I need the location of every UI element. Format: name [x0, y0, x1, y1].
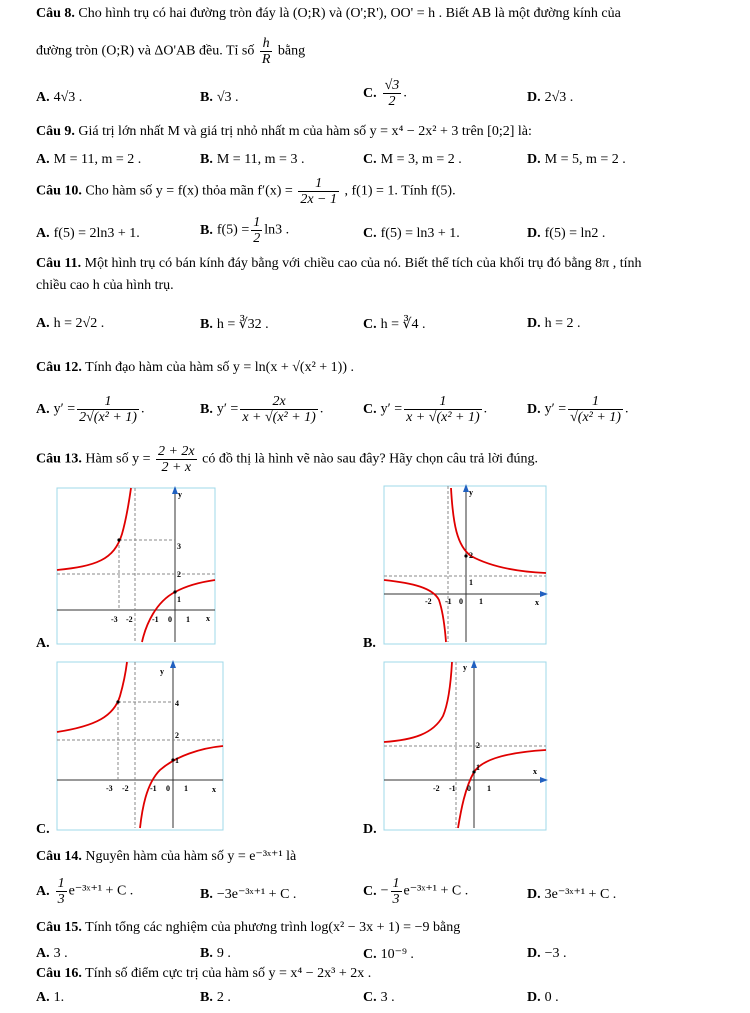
- q14-option-d[interactable]: D. 3e⁻³ˣ⁺¹ + C .: [527, 887, 617, 902]
- graph-c-label: C.: [36, 822, 50, 837]
- question-15-text: Tính tổng các nghiệm của phương trình log(x² − 3x + 1) = −9 bằng: [85, 920, 461, 935]
- graph-a-tick: 3: [177, 542, 181, 551]
- graph-d-svg: [383, 660, 573, 836]
- question-10-text-b: , f(1) = 1. Tính f(5).: [344, 183, 456, 199]
- graph-d-tick: 1: [476, 763, 480, 772]
- q9-option-a[interactable]: A. M = 11, m = 2 .: [36, 152, 142, 167]
- q8-option-b[interactable]: B. √3 .: [200, 90, 239, 105]
- graph-b-tick: 1: [479, 597, 483, 606]
- question-8-fraction: $\frac{h}{R}$: [261, 36, 271, 67]
- graph-d-tick: 1: [487, 784, 491, 793]
- q12-option-b[interactable]: B. y′ = $\frac{2x}{\text{x + √(x² + 1)}}$ .: [200, 394, 324, 425]
- graph-d-tick: -2: [433, 784, 440, 793]
- question-8-text-2a: đường tròn (O;R) và ΔO'AB đều. Tỉ số: [36, 43, 255, 59]
- question-10-fraction: $\frac{1}{2x - 1}$: [300, 176, 338, 207]
- q10-option-d[interactable]: D. f(5) = ln2 .: [527, 226, 606, 241]
- question-13-label: Câu 13.: [36, 451, 82, 467]
- q9-option-c[interactable]: C. M = 3, m = 2 .: [363, 152, 462, 167]
- graph-d-tick: -1: [449, 784, 456, 793]
- question-14-line: [36, 848, 296, 865]
- q15-option-b[interactable]: B. 9 .: [200, 946, 231, 961]
- graph-a-tick: -3: [111, 615, 118, 624]
- q16-option-c[interactable]: C. 3 .: [363, 990, 395, 1005]
- q16-option-a[interactable]: A. 1.: [36, 990, 65, 1005]
- question-10-label: Câu 10.: [36, 183, 82, 199]
- question-12-line: [36, 360, 354, 376]
- q14-option-a[interactable]: A. $\frac{1}{3}$ e⁻³ˣ⁺¹ + C .: [36, 876, 134, 907]
- question-8-text-1: Cho hình trụ có hai đường tròn đáy là (O;R) và (O';R'), OO' = h . Biết AB là một đường kính của: [78, 6, 621, 21]
- graph-c-svg: [56, 660, 256, 836]
- q14-option-c[interactable]: C. − $\frac{1}{3}$ e⁻³ˣ⁺¹ + C .: [363, 876, 469, 907]
- graph-a-tick: -1: [152, 615, 159, 624]
- question-11-line-2: [36, 278, 174, 294]
- graph-a-label: A.: [36, 636, 50, 651]
- q16-option-b[interactable]: B. 2 .: [200, 990, 231, 1005]
- question-8-text-2b: bằng: [277, 43, 306, 59]
- graph-a-tick: 1: [177, 595, 181, 604]
- graph-a-svg: [56, 484, 246, 650]
- q16-option-d[interactable]: D. 0 .: [527, 990, 559, 1005]
- q11-option-b[interactable]: B. h = ∛32 .: [200, 317, 269, 332]
- question-13-line: [36, 444, 538, 475]
- graph-d-tick: 0: [467, 784, 471, 793]
- graph-a-tick: 0: [168, 615, 172, 624]
- question-12-text: Tính đạo hàm của hàm số y = ln(x + √(x² + 1)) .: [85, 360, 354, 375]
- q12-option-a[interactable]: A. y′ = $\frac{1}{\text{2√(x² + 1)}}$ .: [36, 394, 145, 425]
- graph-c-x-label: x: [212, 785, 216, 794]
- q11-option-c[interactable]: C. h = ∛4 .: [363, 317, 426, 332]
- question-11-text-1: Một hình trụ có bán kính đáy bằng với chiều cao của nó. Biết thể tích của khối trụ đó bằng 8π , tính: [84, 256, 642, 271]
- graph-c-tick: -3: [106, 784, 113, 793]
- question-14-text: Nguyên hàm của hàm số y = e⁻³ˣ⁺¹ là: [85, 849, 297, 864]
- graph-c-tick: 0: [166, 784, 170, 793]
- q10-option-c[interactable]: C. f(5) = ln3 + 1.: [363, 226, 460, 241]
- q9-option-b[interactable]: B. M = 11, m = 3 .: [200, 152, 305, 167]
- graph-c-tick: 1: [184, 784, 188, 793]
- q15-option-d[interactable]: D. −3 .: [527, 946, 567, 961]
- graph-c-tick: -2: [122, 784, 129, 793]
- question-11-label: Câu 11.: [36, 256, 82, 271]
- graph-b-tick: 0: [459, 597, 463, 606]
- q11-option-a[interactable]: A. h = 2√2 .: [36, 316, 105, 331]
- question-12-label: Câu 12.: [36, 360, 82, 375]
- question-14-label: Câu 14.: [36, 849, 82, 864]
- question-15-line: [36, 920, 460, 936]
- question-9-line: [36, 124, 532, 140]
- question-8-line-1: [36, 6, 621, 22]
- graph-d-label: D.: [363, 822, 377, 837]
- graph-a-tick: 2: [177, 570, 181, 579]
- question-13-text-b: có đồ thị là hình vẽ nào sau đây? Hãy chọn câu trả lời đúng.: [202, 451, 539, 467]
- question-13-text-a: Hàm số y =: [85, 451, 151, 467]
- question-16-text: Tính số điểm cực trị của hàm số y = x⁴ − 2x³ + 2x .: [85, 966, 372, 981]
- graph-a-tick: -2: [126, 615, 133, 624]
- question-13-fraction: $\frac{2 + 2x}{2 + x}$: [157, 444, 195, 475]
- question-11-line-1: [36, 256, 641, 272]
- graph-d-x-label: x: [533, 767, 537, 776]
- graph-c-y-label: y: [160, 667, 164, 676]
- q10-option-b[interactable]: B. f(5) = $\frac{1}{2}$ ln3 .: [200, 215, 290, 246]
- graph-d-tick: 2: [476, 741, 480, 750]
- question-11-text-2: chiều cao h của hình trụ.: [36, 278, 174, 293]
- graph-a-tick: 1: [186, 615, 190, 624]
- graph-d-y-label: y: [463, 663, 467, 672]
- question-8-label: Câu 8.: [36, 6, 75, 21]
- q12-option-c[interactable]: C. y′ = $\frac{1}{\text{x + √(x² + 1)}}$ .: [363, 394, 488, 425]
- graph-c-tick: 2: [175, 731, 179, 740]
- graph-b-tick: 2: [469, 551, 473, 560]
- graph-b-label: B.: [363, 636, 376, 651]
- q10-option-a[interactable]: A. f(5) = 2ln3 + 1.: [36, 226, 140, 241]
- graph-c-tick: -1: [150, 784, 157, 793]
- question-10-line: [36, 176, 456, 207]
- q8-option-c[interactable]: C. $\frac{√3}{2}$ .: [363, 78, 407, 109]
- graph-b-tick: 1: [469, 578, 473, 587]
- q12-option-d[interactable]: D. y′ = $\frac{1}{\text{√(x² + 1)}}$ .: [527, 394, 629, 425]
- graph-b-svg: [383, 484, 573, 650]
- question-10-text-a: Cho hàm số y = f(x) thỏa mãn f′(x) =: [85, 183, 293, 199]
- graph-b-tick: -1: [445, 597, 452, 606]
- q15-option-a[interactable]: A. 3 .: [36, 946, 68, 961]
- q9-option-d[interactable]: D. M = 5, m = 2 .: [527, 152, 626, 167]
- question-9-text: Giá trị lớn nhất M và giá trị nhỏ nhất m của hàm số y = x⁴ − 2x² + 3 trên [0;2] là:: [78, 124, 532, 139]
- question-16-line: [36, 966, 371, 982]
- graph-b-y-label: y: [469, 488, 473, 497]
- question-8-line-2: [36, 36, 305, 67]
- q15-option-c[interactable]: C. 10⁻⁹ .: [363, 947, 414, 962]
- q8-option-a[interactable]: A. 4√3 .: [36, 90, 83, 105]
- question-9-label: Câu 9.: [36, 124, 75, 139]
- graph-b-tick: -2: [425, 597, 432, 606]
- question-15-label: Câu 15.: [36, 920, 82, 935]
- graph-c-tick: 1: [175, 756, 179, 765]
- graph-b-x-label: x: [535, 598, 539, 607]
- graph-c-tick: 4: [175, 699, 179, 708]
- graph-a-x-label: x: [206, 614, 210, 623]
- question-16-label: Câu 16.: [36, 966, 82, 981]
- q11-option-d[interactable]: D. h = 2 .: [527, 316, 581, 331]
- q14-option-b[interactable]: B. −3e⁻³ˣ⁺¹ + C .: [200, 887, 297, 902]
- graph-a-y-label: y: [178, 490, 182, 499]
- q8-option-d[interactable]: D. 2√3 .: [527, 90, 574, 105]
